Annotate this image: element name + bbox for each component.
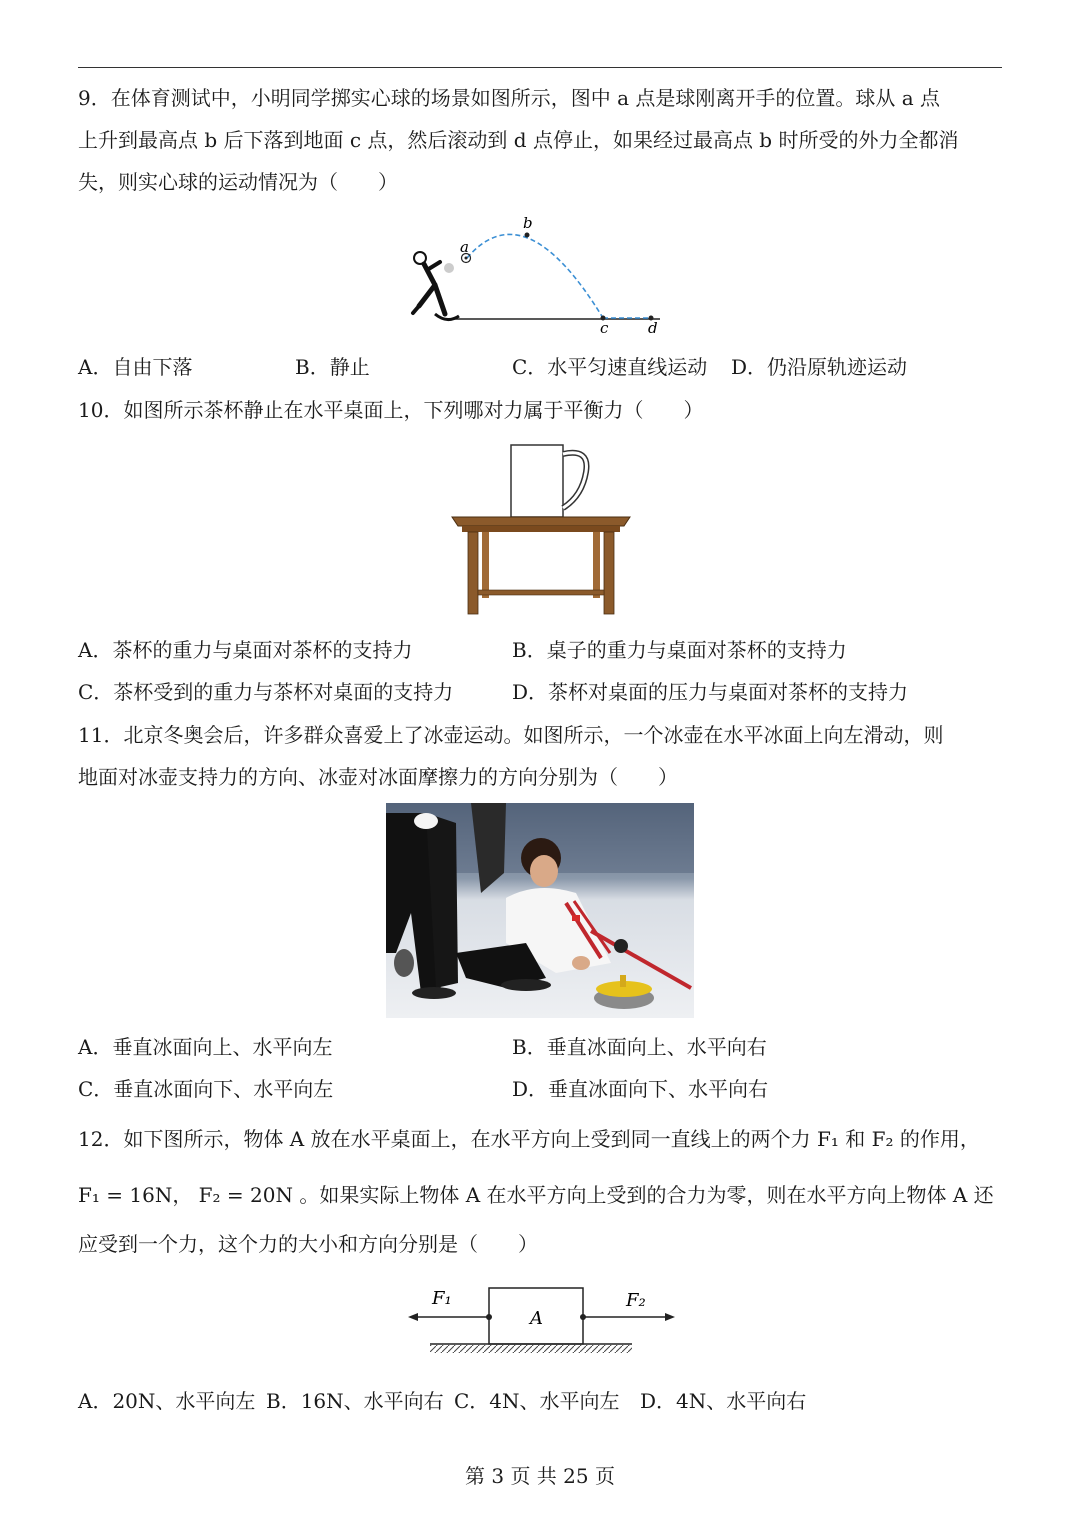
q9-label-a: a [460, 238, 469, 256]
header-rule [78, 67, 1002, 68]
q10-option-c: C．茶杯受到的重力与茶杯对桌面的支持力 [78, 680, 454, 704]
q9-label-b: b [523, 214, 533, 232]
page-footer: 第 3 页 共 25 页 [465, 1464, 615, 1488]
q9-option-c: C．水平匀速直线运动 [512, 355, 708, 379]
q10-option-b: B．桌子的重力与桌面对茶杯的支持力 [512, 638, 847, 662]
label-f2: F₂ [626, 1290, 646, 1311]
q9-text-line-2: 上升到最高点 b 后下落到地面 c 点，然后滚动到 d 点停止，如果经过最高点 b 时所受的外力全都消 [78, 128, 959, 152]
q10-cup-table-figure [448, 440, 634, 618]
q12-force-figure [400, 1280, 685, 1362]
label-f1: F₁ [432, 1288, 452, 1309]
q11-option-d: D．垂直冰面向下、水平向右 [512, 1077, 769, 1101]
q11-option-c: C．垂直冰面向下、水平向左 [78, 1077, 334, 1101]
q10-option-d: D．茶杯对桌面的压力与桌面对茶杯的支持力 [512, 680, 909, 704]
q10-option-a: A．茶杯的重力与桌面对茶杯的支持力 [78, 638, 413, 662]
q12-option-b: B．16N、水平向右 [266, 1389, 444, 1413]
thrower-figure [413, 252, 459, 320]
q12-text-line-2: F₁ = 16N， F₂ = 20N 。如果实际上物体 A 在水平方向上受到的合力为零，则在水平方向上物体 A 还 [78, 1183, 994, 1207]
q11-option-a: A．垂直冰面向上、水平向左 [78, 1035, 333, 1059]
q11-option-b: B．垂直冰面向上、水平向右 [512, 1035, 767, 1059]
q11-curling-photo [386, 803, 694, 1018]
label-block-a: A [530, 1308, 543, 1329]
q9-throw-figure [405, 210, 675, 340]
q9-option-d: D．仍沿原轨迹运动 [731, 355, 908, 379]
q12-option-d: D．4N、水平向右 [640, 1389, 807, 1413]
q12-option-a: A．20N、水平向左 [78, 1389, 256, 1413]
q9-text-line-1: 9．在体育测试中，小明同学掷实心球的场景如图所示，图中 a 点是球刚离开手的位置。球从 a 点 [78, 86, 941, 110]
q9-label-c: c [600, 319, 609, 337]
q12-text-line-1: 12．如下图所示，物体 A 放在水平桌面上，在水平方向上受到同一直线上的两个力 F₁ 和 F₂ 的作用， [78, 1127, 980, 1151]
q11-text-line-1: 11．北京冬奥会后，许多群众喜爱上了冰壶运动。如图所示，一个冰壶在水平冰面上向左滑动，则 [78, 723, 944, 747]
q10-text-line-1: 10．如图所示茶杯静止在水平桌面上，下列哪对力属于平衡力（ ） [78, 398, 704, 422]
q9-option-a: A．自由下落 [78, 355, 193, 379]
cup-icon [511, 445, 563, 517]
q9-label-d: d [648, 319, 658, 337]
q9-text-line-3: 失，则实心球的运动情况为（ ） [78, 170, 398, 194]
q11-text-line-2: 地面对冰壶支持力的方向、冰壶对冰面摩擦力的方向分别为（ ） [78, 765, 678, 789]
q9-option-b: B．静止 [295, 355, 370, 379]
q12-option-c: C．4N、水平向左 [454, 1389, 620, 1413]
q12-text-line-3: 应受到一个力，这个力的大小和方向分别是（ ） [78, 1232, 538, 1256]
